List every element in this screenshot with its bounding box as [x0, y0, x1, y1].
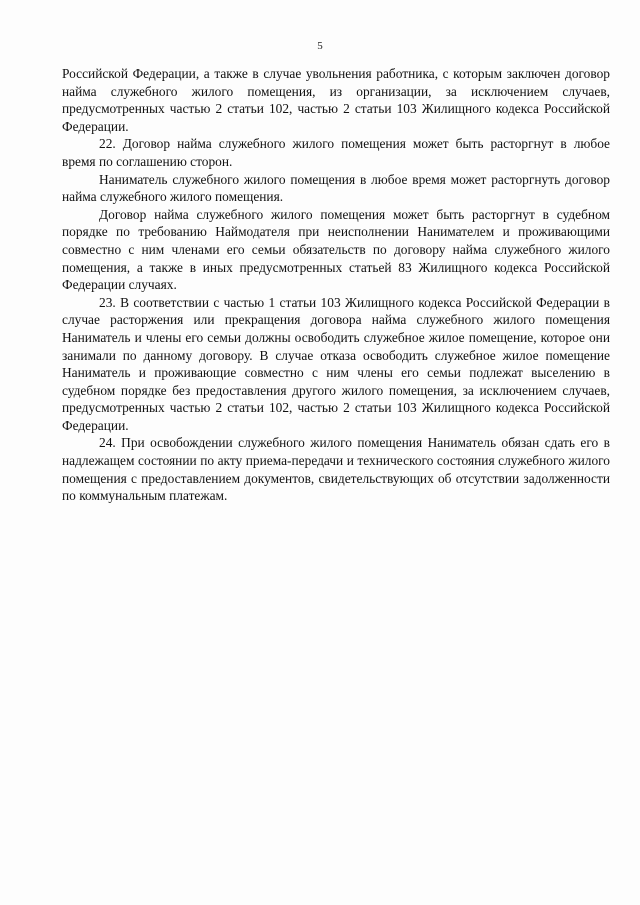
paragraph-22: 22. Договор найма служебного жилого помещения может быть расторгнут в любое время по соглашению сторон.: [62, 136, 610, 169]
paragraph-24: 24. При освобождении служебного жилого помещения Наниматель обязан сдать его в надлежащем состоянии по акту приема-передачи и технического состояния служебного жилого помещения с предоставлением документов, свидетельствующих об отсутствии задолженности по коммунальным платежам.: [62, 435, 610, 504]
paragraph-continuation: Российской Федерации, а также в случае увольнения работника, с которым заключен договор найма служебного жилого помещения, из организации, за исключением случаев, предусмотренных частью 2 статьи 102, частью 2 статьи 103 Жилищного кодекса Российской Федерации.: [62, 66, 610, 134]
paragraph-23: 23. В соответствии с частью 1 статьи 103 Жилищного кодекса Российской Федерации в случае расторжения или прекращения договора найма служебного жилого помещения Наниматель и члены его семьи должны освободить служебное жилое помещение, которое они занимали по данному договору. В случае отказа освободить служебное жилое помещение Наниматель и проживающие совместно с ним члены его семьи подлежат выселению в судебном порядке без предоставления другого жилого помещения, за исключением случаев, предусмотренных частью 2 статьи 102, частью 2 статьи 103 Жилищного кодекса Российской Федерации.: [62, 294, 610, 433]
page-number: 5: [317, 40, 323, 52]
document-body: [62, 65, 610, 505]
paragraph-court-termination: Договор найма служебного жилого помещения может быть расторгнут в судебном порядке по требованию Наймодателя при неисполнении Нанимателем и проживающими совместно с ним членами его семьи обязательств по договору найма служебного жилого помещения, а также в иных предусмотренных статьей 83 Жилищного кодекса Российской Федерации случаях.: [62, 206, 610, 293]
paragraph-tenant-termination: Наниматель служебного жилого помещения в любое время может расторгнуть договор найма служебного жилого помещения.: [62, 171, 610, 205]
